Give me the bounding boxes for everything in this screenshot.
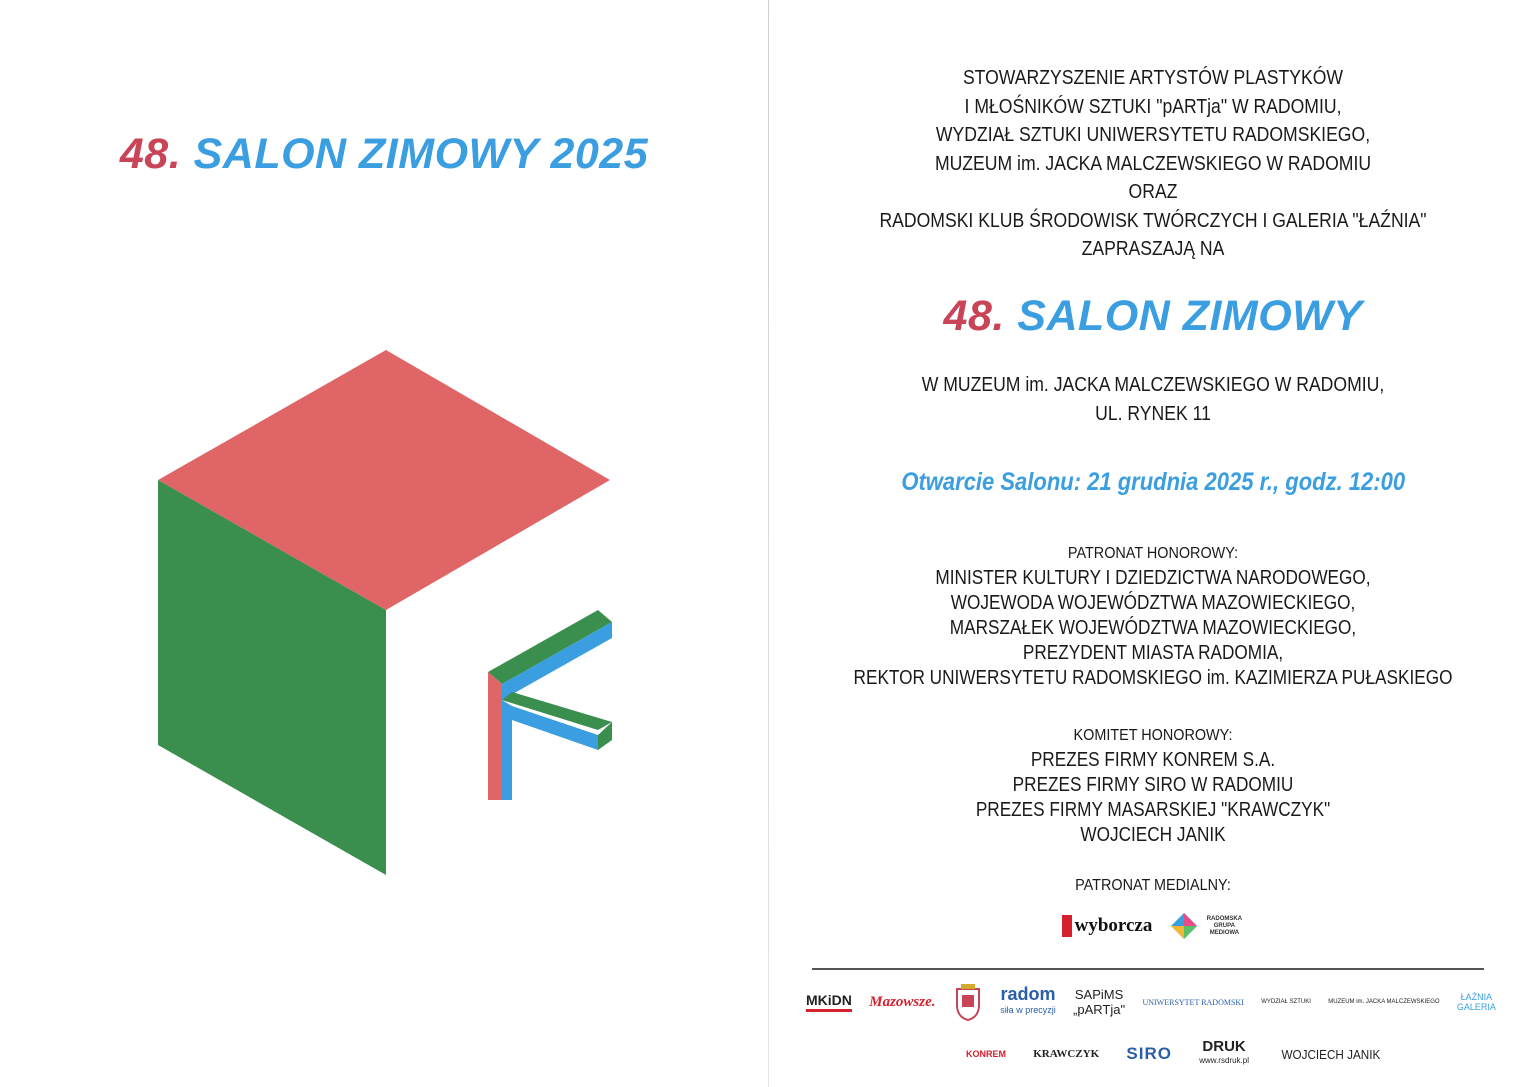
wyborcza-text: wyborcza [1074, 915, 1153, 936]
cube-logo-icon [150, 340, 620, 880]
sapims-text: SAPiMS [1074, 987, 1124, 1002]
patronage-item: REKTOR UNIWERSYTETU RADOMSKIEGO im. KAZIMIERZA PUŁASKIEGO [853, 667, 1453, 689]
sapims-sub: „pARTja" [1073, 1002, 1126, 1017]
radomska-grupa-medialna-logo [1170, 912, 1244, 940]
rsdruk-text: DRUK [1202, 1038, 1246, 1055]
media-heading: PATRONAT MEDIALNY: [1075, 877, 1231, 894]
rgm-text: RADOMSKA GRUPA MEDIOWA [1206, 915, 1243, 936]
sponsor-divider [812, 968, 1484, 970]
event-title [770, 292, 1536, 341]
janik-sponsor: WOJCIECH JANIK [1281, 1046, 1381, 1062]
radom-text: radom [1000, 984, 1056, 1004]
opening-text: Otwarcie Salonu: 21 grudnia 2025 r., godz. 12:00 [901, 468, 1405, 496]
wyborcza-mark-icon [1062, 915, 1072, 937]
mkidn-logo: MKiDN [806, 992, 852, 1012]
committee-item: PREZES FIRMY KONREM S.A. [1030, 749, 1276, 771]
right-page [770, 0, 1536, 1087]
honorary-committee [770, 724, 1536, 848]
rsdruk-logo [1199, 1040, 1249, 1068]
opening-info [770, 468, 1536, 497]
wydzial-sztuki-logo: WYDZIAŁ SZTUKI [1261, 998, 1311, 1005]
venue-line: UL. RYNEK 11 [1095, 402, 1211, 425]
left-title [0, 130, 768, 179]
committee-heading: KOMITET HONOROWY: [1073, 727, 1233, 744]
event-number: 48. [943, 292, 1005, 340]
rsdruk-url: www.rsdruk.pl [1199, 1056, 1249, 1065]
organizer-line: ZAPRASZAJĄ NA [1081, 238, 1225, 260]
sponsor-row-1 [806, 980, 1496, 1024]
organizer-line: MUZEUM im. JACKA MALCZEWSKIEGO W RADOMIU [934, 152, 1372, 175]
organizers-block [770, 64, 1536, 264]
media-patronage [770, 874, 1536, 898]
laznia-galeria-logo [1457, 992, 1496, 1012]
title-number: 48. [119, 130, 182, 178]
organizer-line: WYDZIAŁ SZTUKI UNIWERSYTETU RADOMSKIEGO, [935, 124, 1371, 146]
laznia-text: ŁAŹNIA [1460, 992, 1493, 1002]
honorary-patronage [770, 542, 1536, 691]
patronage-item: MARSZAŁEK WOJEWÓDZTWA MAZOWIECKIEGO, [949, 617, 1357, 639]
organizer-line: RADOMSKI KLUB ŚRODOWISK TWÓRCZYCH I GALERIA "ŁAŹNIA" [879, 209, 1427, 232]
corner-mark-icon [488, 610, 612, 800]
radom-slogan: siła w precyzji [1000, 1005, 1056, 1015]
radom-logo [1000, 986, 1056, 1018]
rgm-mark-icon [1170, 912, 1198, 940]
patronage-item: PREZYDENT MIASTA RADOMIA, [1022, 642, 1284, 664]
venue-line: W MUZEUM im. JACKA MALCZEWSKIEGO W RADOMIU, [921, 374, 1385, 396]
organizer-line: I MŁOŚNIKÓW SZTUKI "pARTja" W RADOMIU, [964, 95, 1342, 118]
media-logos [770, 912, 1536, 940]
sponsor-row-2 [966, 1034, 1386, 1074]
organizer-line: ORAZ [1128, 181, 1178, 203]
siro-logo: SIRO [1126, 1044, 1172, 1063]
konrem-logo: KONREM [966, 1049, 1006, 1059]
muzeum-malczewskiego-logo: MUZEUM im. JACKA MALCZEWSKIEGO [1328, 998, 1440, 1005]
committee-item: PREZES FIRMY MASARSKIEJ "KRAWCZYK" [975, 799, 1331, 821]
patronage-heading: PATRONAT HONOROWY: [1067, 545, 1239, 562]
patronage-item: MINISTER KULTURY I DZIEDZICTWA NARODOWEGO, [935, 567, 1371, 589]
committee-item: PREZES FIRMY SIRO W RADOMIU [1012, 774, 1294, 796]
laznia-sub: GALERIA [1456, 1002, 1496, 1012]
patronage-item: WOJEWODA WOJEWÓDZTWA MAZOWIECKIEGO, [950, 592, 1356, 614]
title-text: SALON ZIMOWY 2025 [193, 130, 649, 178]
event-name: SALON ZIMOWY [1017, 292, 1363, 340]
krawczyk-logo: KRAWCZYK [1033, 1048, 1100, 1060]
sapims-logo [1073, 987, 1125, 1017]
mazowsze-logo: Mazowsze. [869, 993, 936, 1010]
organizer-line: STOWARZYSZENIE ARTYSTÓW PLASTYKÓW [962, 67, 1344, 89]
uniwersytet-radomski-logo: UNIWERSYTET RADOMSKI [1142, 997, 1244, 1007]
venue-block [770, 371, 1536, 428]
committee-item: WOJCIECH JANIK [1080, 824, 1226, 846]
radom-coat-of-arms-icon [953, 983, 983, 1021]
wyborcza-logo [1062, 915, 1153, 937]
